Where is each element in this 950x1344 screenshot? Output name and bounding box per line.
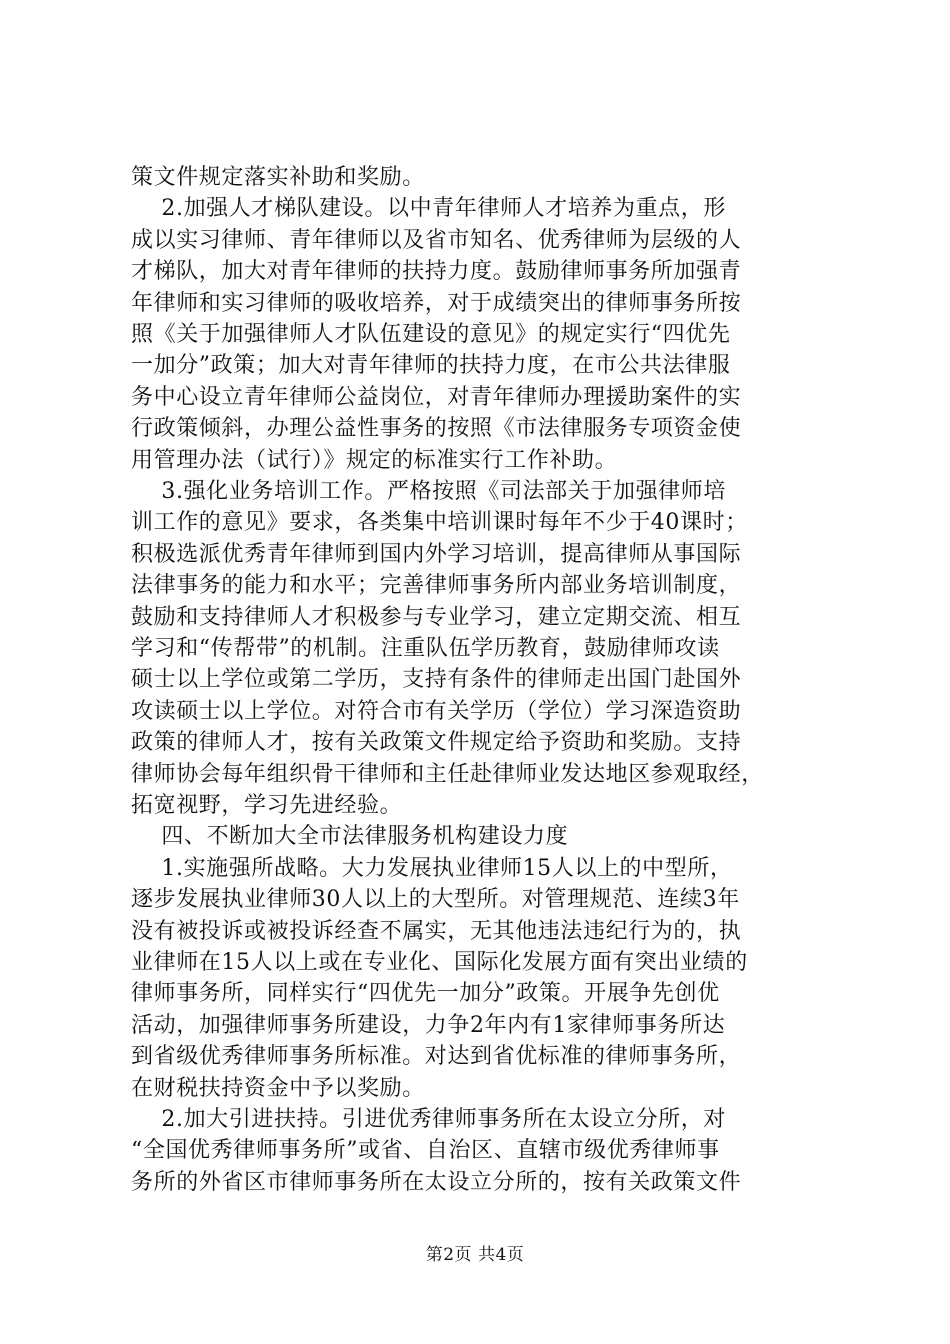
text-line: 一加分”政策；加大对青年律师的扶持力度，在市公共法律服 — [131, 353, 731, 379]
text-line: 没有被投诉或被投诉经查不属实，无其他违法违纪行为的，执 — [131, 918, 742, 944]
text-line: 业律师在15人以上或在专业化、国际化发展方面有突出业绩的 — [131, 950, 748, 975]
text-line: 2.加大引进扶持。引进优秀律师事务所在太设立分所，对 — [131, 1107, 726, 1132]
text-line: 照《关于加强律师人才队伍建设的意见》的规定实行“四优先 — [131, 322, 731, 347]
text-line: 2.加强人才梯队建设。以中青年律师人才培养为重点，形 — [131, 196, 726, 222]
section-heading: 四、不断加大全市法律服务机构建设力度 — [131, 824, 569, 850]
text-line: 年律师和实习律师的吸收培养，对于成绩突出的律师事务所按 — [131, 290, 742, 316]
text-line: 才梯队，加大对青年律师的扶持力度。鼓励律师事务所加强青 — [131, 259, 742, 285]
text-line: 逐步发展执业律师30人以上的大型所。对管理规范、连续3年 — [131, 887, 740, 913]
text-line: 行政策倾斜，办理公益性事务的按照《市法律服务专项资金使 — [131, 416, 742, 442]
text-line: 攻读硕士以上学位。对符合市有关学历（学位）学习深造资助 — [131, 698, 742, 724]
text-line: 律师事务所，同样实行“四优先一加分”政策。开展争先创优 — [131, 981, 720, 1007]
text-line: 活动，加强律师事务所建设，力争2年内有1家律师事务所达 — [131, 1012, 726, 1038]
text-line: 鼓励和支持律师人才积极参与专业学习，建立定期交流、相互 — [131, 604, 742, 630]
text-line: 学习和“传帮带”的机制。注重队伍学历教育，鼓励律师攻读 — [131, 636, 720, 661]
text-line: 到省级优秀律师事务所标准。对达到省优标准的律师事务所， — [131, 1044, 742, 1070]
page-number-footer: 第2页 共4页 — [425, 1245, 525, 1265]
text-line: 3.强化业务培训工作。严格按照《司法部关于加强律师培 — [131, 479, 726, 504]
text-line: 务所的外省区市律师事务所在太设立分所的，按有关政策文件 — [131, 1169, 742, 1195]
text-line: 策文件规定落实补助和奖励。 — [131, 165, 425, 190]
text-line: 拓宽视野，学习先进经验。 — [131, 793, 403, 818]
text-line: 1.实施强所战略。大力发展执业律师15人以上的中型所， — [131, 855, 733, 881]
text-line: 政策的律师人才，按有关政策文件规定给予资助和奖励。支持 — [131, 730, 742, 756]
text-line: 律师协会每年组织骨干律师和主任赴律师业发达地区参观取经， — [131, 761, 764, 787]
text-line: 法律事务的能力和水平；完善律师事务所内部业务培训制度， — [131, 573, 742, 599]
text-line: 用管理办法（试行）》规定的标准实行工作补助。 — [131, 447, 618, 473]
text-line: 积极选派优秀青年律师到国内外学习培训，提高律师从事国际 — [131, 541, 742, 567]
text-line: 在财税扶持资金中予以奖励。 — [131, 1075, 425, 1101]
text-line: “全国优秀律师事务所”或省、自治区、直辖市级优秀律师事 — [131, 1138, 720, 1164]
text-line: 硕士以上学位或第二学历，支持有条件的律师走出国门赴国外 — [131, 667, 742, 693]
text-line: 务中心设立青年律师公益岗位，对青年律师办理援助案件的实 — [131, 384, 742, 410]
text-line: 成以实习律师、青年律师以及省市知名、优秀律师为层级的人 — [131, 227, 742, 253]
text-line: 训工作的意见》要求，各类集中培训课时每年不少于40课时； — [131, 510, 748, 536]
